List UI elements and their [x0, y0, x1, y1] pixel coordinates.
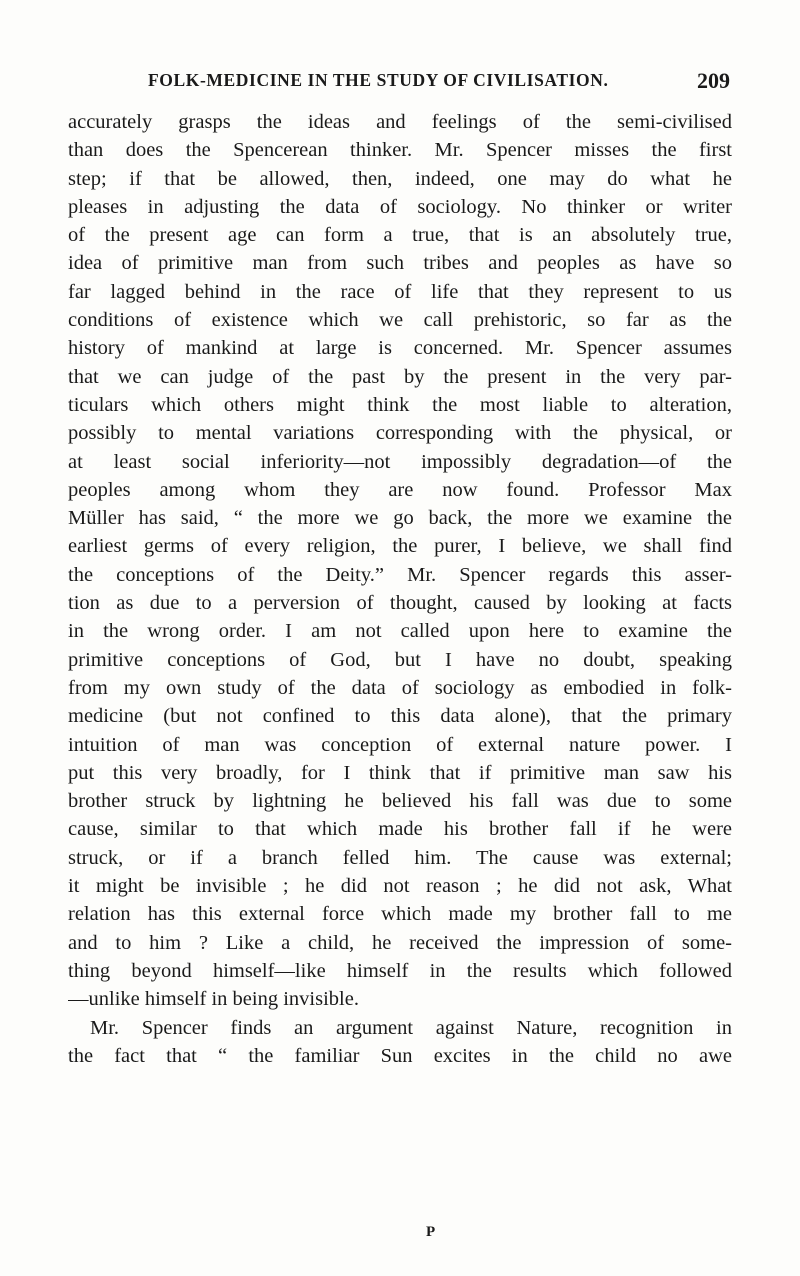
text-line: conditions of existence which we call prehistoric, so far as the	[68, 309, 732, 332]
text-line: Müller has said, “ the more we go back, the more we examine the	[68, 507, 732, 530]
text-line: far lagged behind in the race of life that they represent to us	[68, 280, 732, 303]
text-line-paragraph-start: Mr. Spencer finds an argument against Nature, recognition in	[90, 1016, 732, 1039]
text-line: earliest germs of every religion, the purer, I believe, we shall find	[68, 535, 732, 558]
signature-mark: P	[426, 1224, 436, 1240]
text-line: that we can judge of the past by the present in the very par-	[68, 365, 732, 388]
text-line: medicine (but not confined to this data alone), that the primary	[68, 705, 732, 728]
text-line: from my own study of the data of sociology as embodied in folk-	[68, 676, 732, 699]
text-line: tion as due to a perversion of thought, caused by looking at facts	[68, 592, 732, 615]
running-title: FOLK-MEDICINE IN THE STUDY OF CIVILISATION.	[148, 70, 609, 90]
text-line: at least social inferiority—not impossibly degradation—of the	[68, 450, 732, 473]
text-line: cause, similar to that which made his brother fall if he were	[68, 818, 732, 841]
text-line: it might be invisible ; he did not reason ; he did not ask, What	[68, 875, 732, 898]
text-line: of the present age can form a true, that is an absolutely true,	[68, 224, 732, 247]
text-line: possibly to mental variations corresponding with the physical, or	[68, 422, 732, 445]
text-line: pleases in adjusting the data of sociology. No thinker or writer	[68, 195, 732, 218]
text-line: accurately grasps the ideas and feelings of the semi-civilised	[68, 111, 732, 133]
text-line: history of mankind at large is concerned. Mr. Spencer assumes	[68, 337, 732, 360]
text-line: the conceptions of the Deity.” Mr. Spencer regards this asser-	[68, 563, 732, 586]
text-line: than does the Spencerean thinker. Mr. Spencer misses the first	[68, 139, 732, 162]
text-line: intuition of man was conception of external nature power. I	[68, 733, 732, 756]
text-line: and to him ? Like a child, he received the impression of some-	[68, 931, 732, 954]
text-line: in the wrong order. I am not called upon here to examine the	[68, 620, 732, 643]
page-number: 209	[697, 68, 730, 93]
text-line: brother struck by lightning he believed his fall was due to some	[68, 790, 732, 813]
text-line: put this very broadly, for I think that if primitive man saw his	[68, 761, 732, 784]
text-line: ticulars which others might think the most liable to alteration,	[68, 393, 732, 416]
text-line: step; if that be allowed, then, indeed, one may do what he	[68, 167, 732, 190]
running-head	[68, 68, 730, 98]
text-line: primitive conceptions of God, but I have no doubt, speaking	[68, 648, 732, 671]
text-line: the fact that “ the familiar Sun excites in the child no awe	[68, 1044, 732, 1067]
text-line: peoples among whom they are now found. Professor Max	[68, 478, 732, 501]
text-line: struck, or if a branch felled him. The cause was external;	[68, 846, 732, 869]
body-text	[68, 108, 732, 1070]
text-line: relation has this external force which made my brother fall to me	[68, 903, 732, 926]
text-line: thing beyond himself—like himself in the results which followed	[68, 959, 732, 982]
text-line: idea of primitive man from such tribes and peoples as have so	[68, 252, 732, 275]
text-line-paragraph-end: —unlike himself in being invisible.	[68, 988, 359, 1011]
